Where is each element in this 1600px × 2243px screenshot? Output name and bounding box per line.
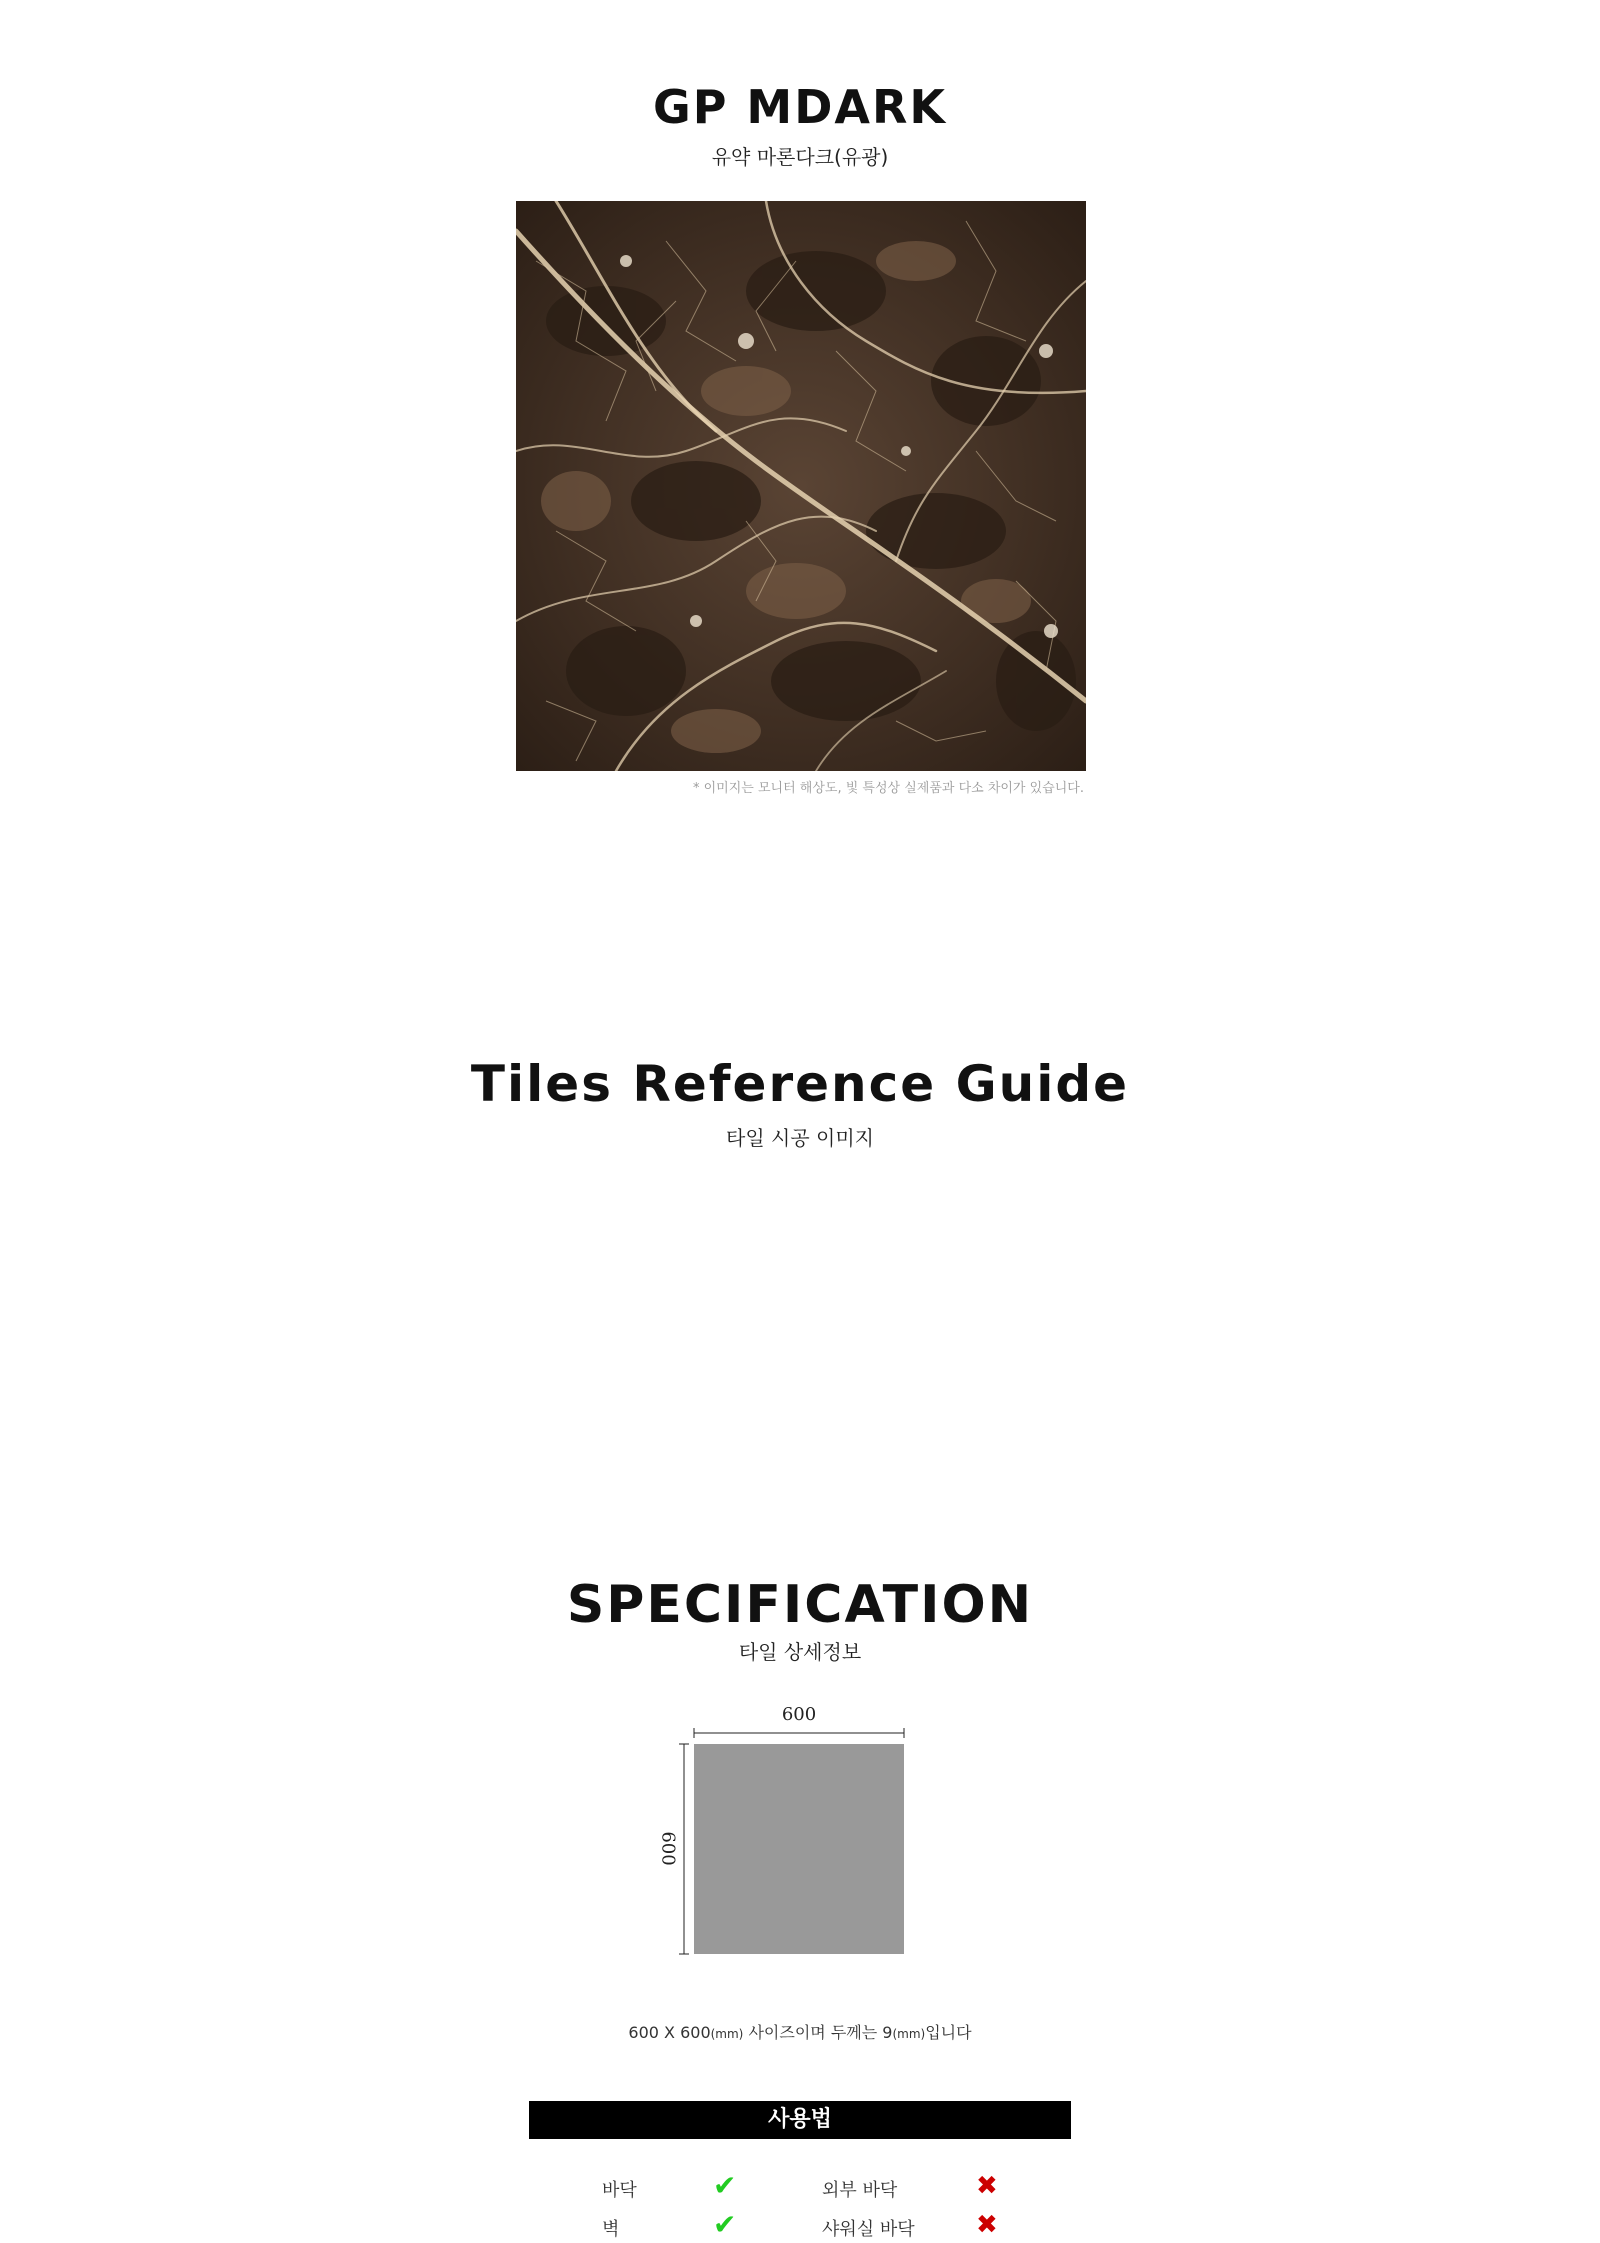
thickness-unit: (mm) <box>892 2027 926 2041</box>
size-suffix: 사이즈이며 두께는 9 <box>748 2023 893 2042</box>
usage-label-floor: 바닥 <box>602 2180 637 2201</box>
cross-icon: ✖ <box>976 2210 998 2240</box>
width-dimension-line <box>690 1727 908 1739</box>
height-dimension-line <box>678 1740 690 1958</box>
usage-header: 사용법 <box>529 2101 1071 2139</box>
check-icon: ✔ <box>713 2208 737 2241</box>
reference-title: Tiles Reference Guide <box>470 1055 1130 1113</box>
specification-subtitle: 타일 상세정보 <box>738 1640 862 1664</box>
specification-title: SPECIFICATION <box>566 1575 1034 1635</box>
image-disclaimer: * 이미지는 모니터 해상도, 빛 특성상 실제품과 다소 차이가 있습니다. <box>692 781 1084 796</box>
width-label: 600 <box>781 1704 817 1725</box>
cross-icon: ✖ <box>976 2171 998 2201</box>
product-subtitle: 유약 마론다크(유광) <box>711 145 889 169</box>
marble-tile-image <box>516 201 1086 771</box>
usage-label-shower-floor: 샤워실 바닥 <box>822 2219 915 2240</box>
height-label: 600 <box>657 1831 679 1866</box>
tile-size-diagram <box>694 1744 904 1954</box>
size-end: 입니다 <box>925 2023 972 2042</box>
reference-subtitle: 타일 시공 이미지 <box>726 1126 874 1150</box>
usage-label-outdoor-floor: 외부 바닥 <box>822 2180 898 2201</box>
size-value: 600 X 600 <box>628 2023 711 2042</box>
product-title: GP MDARK <box>652 80 948 134</box>
size-unit: (mm) <box>710 2027 744 2041</box>
usage-label-wall: 벽 <box>602 2219 620 2240</box>
size-description <box>0 2020 1600 2043</box>
check-icon: ✔ <box>713 2169 737 2202</box>
